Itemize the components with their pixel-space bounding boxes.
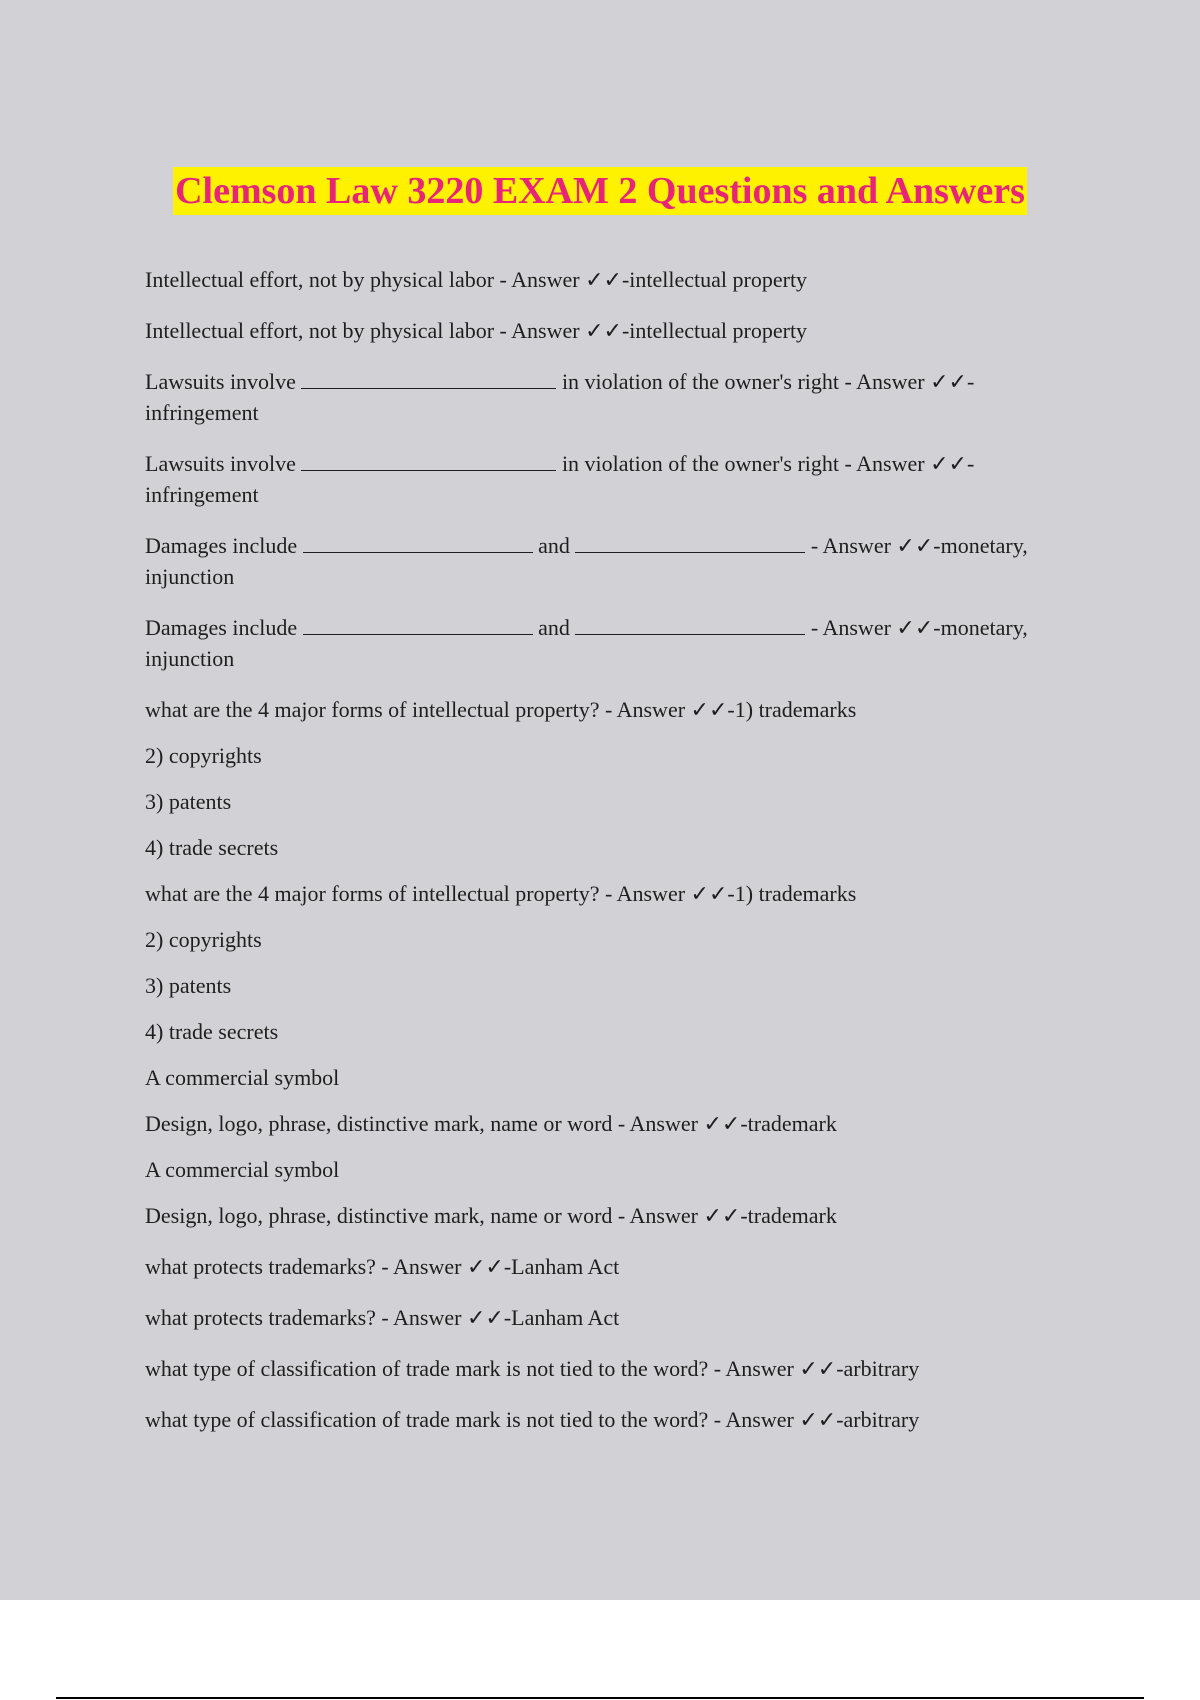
- qa-item: [145, 878, 1080, 909]
- answer-text: -arbitrary: [836, 1356, 920, 1381]
- fill-in-blank: [301, 370, 556, 389]
- answer-separator: - Answer: [494, 318, 586, 343]
- qa-item: [145, 448, 1080, 510]
- qa-item: [145, 1251, 1080, 1282]
- answer-text: -trademark: [740, 1111, 837, 1136]
- double-check-icon: ✓✓: [703, 1203, 741, 1228]
- list-item: 3) patents: [145, 789, 232, 814]
- answer-text: -intellectual property: [621, 318, 808, 343]
- fill-in-blank: [575, 616, 805, 635]
- answer-text: -Lanham Act: [503, 1254, 620, 1279]
- answer-text: -monetary, injunction: [145, 615, 1028, 671]
- question-text: what are the 4 major forms of intellectual property?: [145, 881, 600, 906]
- double-check-icon: ✓✓: [896, 615, 934, 640]
- question-tail: in violation of the owner's right: [556, 369, 840, 394]
- answer-separator: - Answer: [599, 697, 691, 722]
- answer-separator: - Answer: [612, 1203, 704, 1228]
- answer-text: -1) trademarks: [727, 697, 857, 722]
- double-check-icon: ✓✓: [930, 369, 967, 394]
- answer-text: -monetary, injunction: [145, 533, 1028, 589]
- question-line: A commercial symbol: [145, 1065, 340, 1090]
- qa-item: [145, 1404, 1080, 1435]
- fill-in-blank: [303, 616, 533, 635]
- qa-item: [145, 1200, 1080, 1231]
- answer-text: -1) trademarks: [727, 881, 857, 906]
- question-text: Design, logo, phrase, distinctive mark, name or word: [145, 1111, 613, 1136]
- double-check-icon: ✓✓: [799, 1356, 837, 1381]
- double-check-icon: ✓✓: [703, 1111, 741, 1136]
- answer-text: -arbitrary: [836, 1407, 920, 1432]
- question-text: Intellectual effort, not by physical labor: [145, 267, 495, 292]
- question-text: what protects trademarks?: [145, 1254, 376, 1279]
- double-check-icon: ✓✓: [930, 451, 967, 476]
- list-item: 4) trade secrets: [145, 835, 279, 860]
- question-tail: in violation of the owner's right: [556, 451, 840, 476]
- question-text: what protects trademarks?: [145, 1305, 376, 1330]
- question-lead: Lawsuits involve: [145, 451, 302, 476]
- answer-text: -infringement: [145, 451, 975, 507]
- answer-text: -Lanham Act: [503, 1305, 620, 1330]
- question-mid: and: [532, 533, 576, 558]
- qa-item: [145, 612, 1080, 674]
- question-lead: Lawsuits involve: [145, 369, 302, 394]
- qa-item: [145, 1353, 1080, 1384]
- fill-in-blank: [575, 534, 805, 553]
- answer-separator: - Answer: [494, 267, 586, 292]
- list-item: 2) copyrights: [145, 743, 262, 768]
- answer-text: -infringement: [145, 369, 975, 425]
- question-line: A commercial symbol: [145, 1157, 340, 1182]
- list-item: 2) copyrights: [145, 927, 262, 952]
- double-check-icon: ✓✓: [585, 267, 622, 292]
- question-lead: Damages include: [145, 615, 303, 640]
- question-text: Design, logo, phrase, distinctive mark, name or word: [145, 1203, 613, 1228]
- fill-in-blank: [301, 452, 556, 471]
- answer-separator: - Answer: [375, 1305, 467, 1330]
- footer-divider: [56, 1697, 1144, 1699]
- list-item: 3) patents: [145, 973, 232, 998]
- qa-item: [145, 366, 1080, 428]
- double-check-icon: ✓✓: [690, 881, 728, 906]
- fill-in-blank: [303, 534, 533, 553]
- question-text: Intellectual effort, not by physical labor: [145, 318, 495, 343]
- double-check-icon: ✓✓: [585, 318, 622, 343]
- answer-separator: - Answer: [612, 1111, 704, 1136]
- qa-content: [145, 264, 1080, 1455]
- double-check-icon: ✓✓: [799, 1407, 837, 1432]
- answer-text: -intellectual property: [621, 267, 808, 292]
- double-check-icon: ✓✓: [466, 1254, 504, 1279]
- answer-separator: - Answer: [839, 369, 931, 394]
- answer-separator: - Answer: [599, 881, 691, 906]
- qa-item: [145, 264, 1080, 295]
- answer-separator: - Answer: [805, 533, 897, 558]
- question-text: what type of classification of trade mark is not tied to the word?: [145, 1356, 709, 1381]
- document-title: Clemson Law 3220 EXAM 2 Questions and Answers: [173, 167, 1027, 215]
- answer-separator: - Answer: [805, 615, 897, 640]
- question-lead: Damages include: [145, 533, 303, 558]
- answer-separator: - Answer: [708, 1356, 800, 1381]
- question-text: what are the 4 major forms of intellectual property?: [145, 697, 600, 722]
- answer-separator: - Answer: [708, 1407, 800, 1432]
- list-item: 4) trade secrets: [145, 1019, 279, 1044]
- title-wrap: [0, 167, 1200, 215]
- answer-separator: - Answer: [839, 451, 931, 476]
- double-check-icon: ✓✓: [690, 697, 728, 722]
- question-mid: and: [532, 615, 576, 640]
- qa-item: [145, 1302, 1080, 1333]
- double-check-icon: ✓✓: [466, 1305, 504, 1330]
- question-text: what type of classification of trade mark is not tied to the word?: [145, 1407, 709, 1432]
- qa-item: [145, 1108, 1080, 1139]
- qa-item: [145, 694, 1080, 725]
- answer-separator: - Answer: [375, 1254, 467, 1279]
- double-check-icon: ✓✓: [896, 533, 934, 558]
- answer-text: -trademark: [740, 1203, 837, 1228]
- qa-item: [145, 530, 1080, 592]
- qa-item: [145, 315, 1080, 346]
